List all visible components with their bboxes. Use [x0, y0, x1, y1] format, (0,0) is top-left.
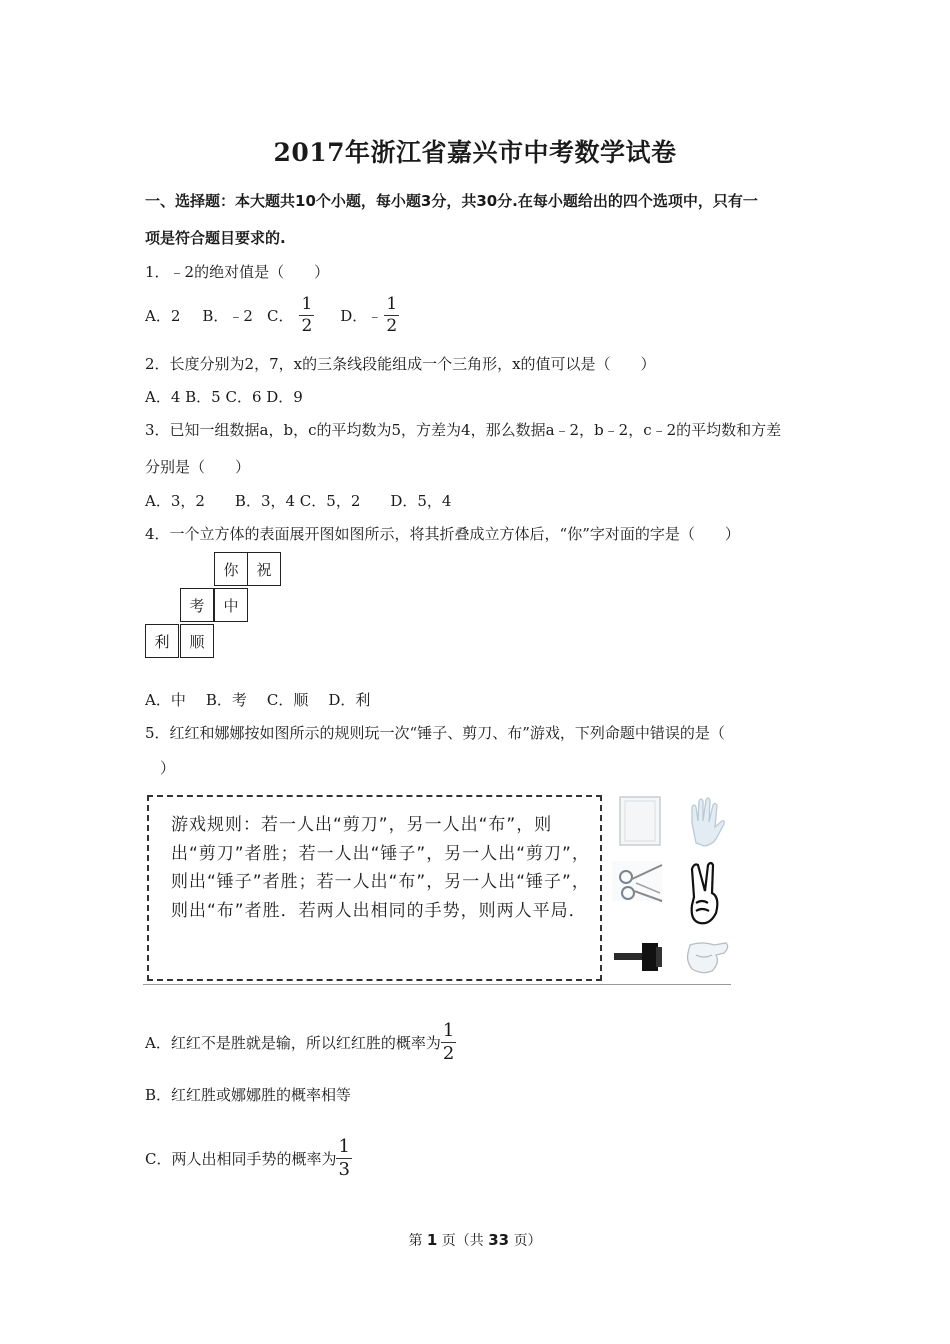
q5-option-a-fraction [441, 1022, 456, 1063]
q1-option-d-fraction [384, 296, 399, 335]
hammer-icon [614, 943, 662, 971]
q5-stem-line2: ） [145, 759, 176, 777]
fraction-denominator: 2 [301, 316, 313, 336]
fraction-numerator: 1 [442, 1020, 455, 1041]
game-rules-text: 游戏规则：若一人出“剪刀”，另一人出“布”，则出“剪刀”者胜；若一人出“锤子”，另一人出“剪刀”，则出“锤子”者胜；若一人出“布”，另一人出“锤子”，则出“布”者胜．若两人出相同的手势，则两人平局． [171, 815, 590, 921]
q1-option-d-prefix: D．﹣ [340, 307, 383, 325]
q4-option-d: D．利 [328, 691, 371, 709]
scissors-bg [612, 861, 662, 901]
q1-stem: 1．﹣2的绝对值是（ ） [145, 263, 330, 281]
section-heading-line1: 一、选择题：本大题共10个小题，每小题3分，共30分.在每小题给出的四个选项中，只有一 [145, 192, 758, 210]
q3-stem-line2: 分别是（ ） [145, 458, 251, 476]
fraction-numerator: 1 [301, 294, 313, 314]
cube-net-figure [143, 552, 293, 662]
q5-stem-line1: 5．红红和娜娜按如图所示的规则玩一次“锤子、剪刀、布”游戏，下列命题中错误的是（ [145, 724, 725, 742]
net-cell-li: 利 [145, 624, 179, 658]
footer-prefix: 第 [408, 1233, 423, 1249]
fraction-denominator: 2 [442, 1043, 455, 1064]
fraction-denominator: 2 [386, 316, 398, 336]
q1-option-c-prefix: C． [266, 307, 294, 325]
q5-option-c [145, 1138, 352, 1179]
footer-page-number: 1 [426, 1231, 438, 1249]
q4-stem: 4．一个立方体的表面展开图如图所示，将其折叠成立方体后，“你”字对面的字是（ ） [145, 525, 740, 543]
footer-total-pages: 33 [488, 1231, 510, 1249]
net-cell-shun: 顺 [180, 624, 214, 658]
q1-option-c-fraction [299, 296, 314, 335]
figure-baseline [143, 984, 731, 985]
q1-option-b: B．﹣2 [202, 307, 253, 325]
q2-options: A．4 B．5 C．6 D．9 [145, 388, 303, 406]
q1-options [145, 296, 399, 335]
footer-middle: 页（共 [441, 1233, 484, 1249]
page-title: 2017年浙江省嘉兴市中考数学试卷 [273, 138, 677, 167]
net-cell-ni: 你 [214, 552, 248, 586]
net-cell-kao: 考 [180, 588, 214, 622]
q4-option-b: B．考 [205, 691, 247, 709]
q3-options: A．3，2 B．3，4 C．5，2 D．5，4 [145, 492, 452, 510]
q4-option-a: A．中 [145, 691, 186, 709]
q4-options [145, 689, 370, 710]
q5-option-a-text: A．红红不是胜就是输，所以红红胜的概率为 [145, 1034, 441, 1052]
fist-icon [688, 943, 728, 973]
fraction-denominator: 3 [338, 1159, 350, 1180]
q1-option-a: A．2 [145, 307, 181, 325]
section-heading-line2: 项是符合题目要求的. [145, 229, 286, 247]
gesture-images [612, 793, 734, 985]
footer-suffix: 页） [513, 1233, 542, 1249]
q3-stem-line1: 3．已知一组数据a，b，c的平均数为5，方差为4，那么数据a﹣2，b﹣2，c﹣2的平均数和方差 [145, 421, 782, 439]
fraction-numerator: 1 [338, 1136, 350, 1157]
net-cell-zhong: 中 [214, 588, 248, 622]
q5-option-a [145, 1022, 456, 1063]
q5-option-b: B．红红胜或娜娜胜的概率相等 [145, 1086, 352, 1104]
victory-hand-icon [692, 863, 718, 923]
net-cell-zhu: 祝 [247, 552, 281, 586]
game-rules-box [147, 795, 602, 981]
q4-option-c: C．顺 [266, 691, 309, 709]
q5-option-c-text: C．两人出相同手势的概率为 [145, 1150, 337, 1168]
q5-option-c-fraction [336, 1138, 351, 1179]
open-hand-icon [692, 798, 724, 846]
page-footer [0, 1230, 950, 1250]
q2-stem: 2．长度分别为2，7，x的三条线段能组成一个三角形，x的值可以是（ ） [145, 355, 656, 373]
paper-sheet-icon [620, 797, 660, 845]
fraction-numerator: 1 [386, 294, 398, 314]
